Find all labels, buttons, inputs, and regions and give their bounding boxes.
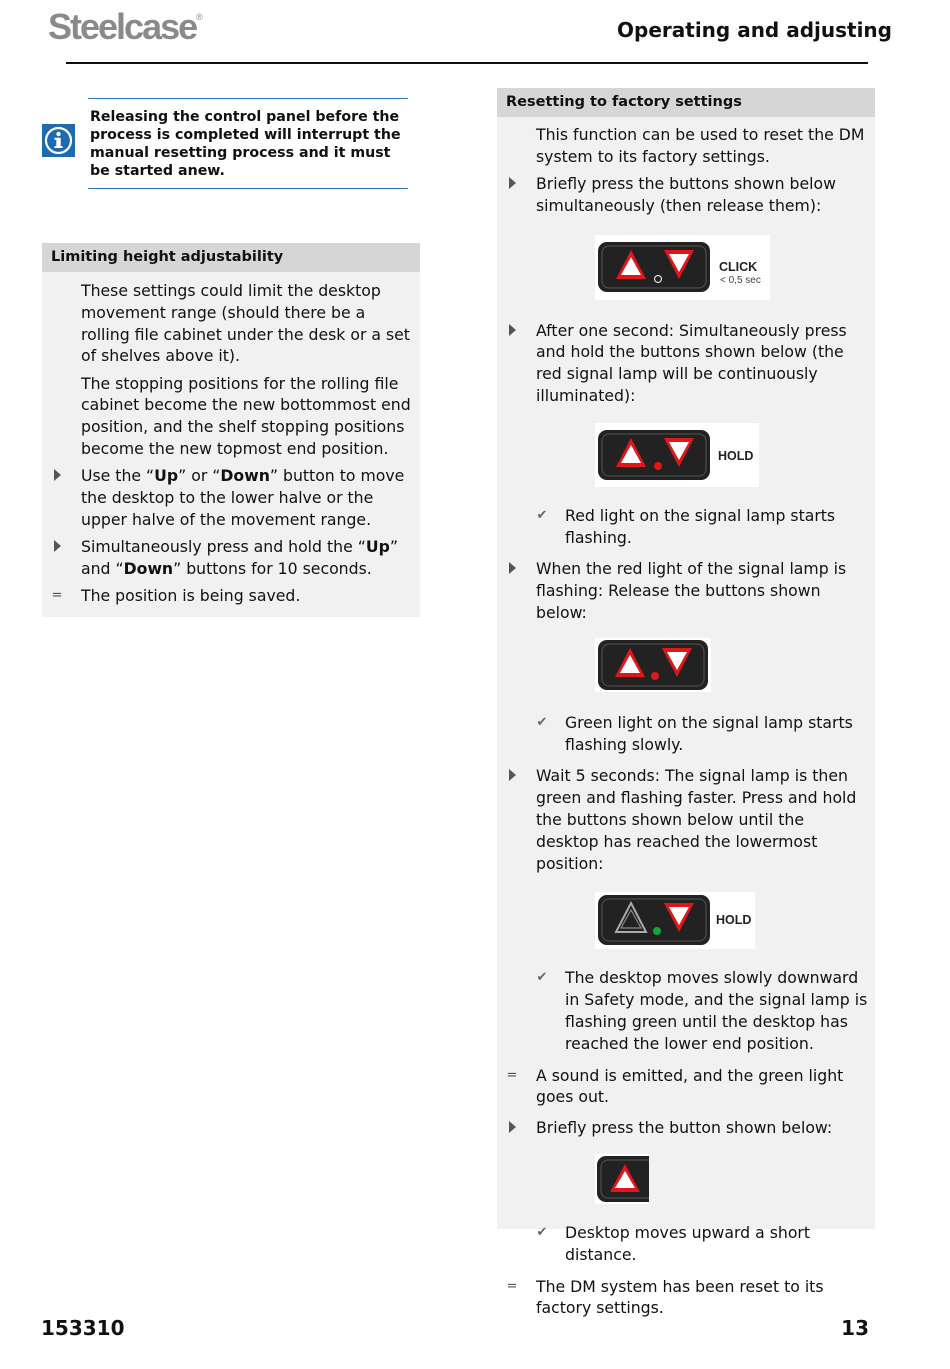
reset-check-2: ✔ Green light on the signal lamp starts flashing slowly. xyxy=(536,712,853,754)
check-icon: ✔ xyxy=(536,970,548,986)
control-panel-click-image xyxy=(595,235,869,304)
limiting-description-1: These settings could limit the desktop movement range (should there be a rolling file cabinet under the desk or a set of shelves above it). xyxy=(81,281,410,366)
check-icon: ✔ xyxy=(536,1225,548,1241)
header-divider xyxy=(66,62,868,64)
check-icon: ✔ xyxy=(536,507,548,523)
reset-step-4: Wait 5 seconds: The signal lamp is then green and flashing faster. Press and hold the buttons shown below until the desktop has reached the lowermost position: xyxy=(497,765,869,874)
reset-check-4: ✔ Desktop moves upward a short distance. xyxy=(536,1223,811,1264)
step-arrow-icon xyxy=(505,320,519,342)
hold-label: HOLD xyxy=(718,448,754,463)
page-number: 13 xyxy=(841,1316,869,1340)
check-icon: ✔ xyxy=(536,714,548,730)
document-number: 153310 xyxy=(41,1316,125,1340)
steelcase-logo xyxy=(48,6,203,48)
result-marker: = xyxy=(506,1278,518,1294)
click-duration: < 0,5 sec xyxy=(720,274,761,286)
step-arrow-icon xyxy=(505,1117,519,1139)
reset-intro: This function can be used to reset the DM system to its factory settings. xyxy=(536,125,865,166)
limiting-result: = The position is being saved. xyxy=(51,586,301,606)
reset-result-1: = A sound is emitted, and the green light goes out. xyxy=(506,1065,844,1107)
hold-label: HOLD xyxy=(716,913,752,928)
control-panel-hold-green-image xyxy=(595,892,869,953)
result-marker: = xyxy=(506,1067,518,1083)
step-arrow-icon xyxy=(505,173,519,195)
logo-text: Steelcase xyxy=(48,6,197,47)
limiting-height-heading: Limiting height adjustability xyxy=(42,243,420,272)
step-arrow-icon xyxy=(50,465,64,487)
step-arrow-icon xyxy=(505,558,519,580)
control-panel-up-button-image xyxy=(595,1154,869,1208)
reset-check-3: ✔ The desktop moves slowly downward in Safety mode, and the signal lamp is flashing green until the desktop has reached the lower end position. xyxy=(536,968,868,1053)
reset-factory-section xyxy=(497,88,875,1318)
step-arrow-icon xyxy=(50,536,64,558)
reset-factory-heading: Resetting to factory settings xyxy=(497,88,875,117)
page-title: Operating and adjusting xyxy=(617,18,892,42)
limiting-step-2: Simultaneously press and hold the “Up” and “Down” buttons for 10 seconds. xyxy=(42,536,414,580)
click-label: CLICK xyxy=(719,259,758,274)
reset-result-2: = The DM system has been reset to its factory settings. xyxy=(506,1276,824,1318)
control-panel-hold-red-image xyxy=(595,423,869,491)
reset-step-2: After one second: Simultaneously press and hold the buttons shown below (the red signal lamp will be continuously illuminated): xyxy=(497,320,869,407)
limiting-step-1: Use the “Up” or “Down” button to move the desktop to the lower halve or the upper halve of the movement range. xyxy=(42,465,414,530)
result-marker: = xyxy=(51,588,63,604)
reset-step-3: When the red light of the signal lamp is flashing: Release the buttons shown below: xyxy=(497,558,869,623)
step-arrow-icon xyxy=(505,765,519,787)
info-note-text: Releasing the control panel before the process is completed will interrupt the manual resetting process and it must be started anew. xyxy=(88,98,408,189)
reset-step-1: Briefly press the buttons shown below simultaneously (then release them): xyxy=(497,173,869,217)
control-panel-release-image xyxy=(595,638,869,696)
reset-step-5: Briefly press the button shown below: xyxy=(497,1117,869,1139)
reset-check-1: ✔ Red light on the signal lamp starts flashing. xyxy=(536,505,836,547)
logo-mark: ® xyxy=(196,12,203,22)
info-icon xyxy=(42,124,75,157)
limiting-description-2: The stopping positions for the rolling file cabinet become the new bottommost end position, and the shelf stopping positions become the new topmost end position. xyxy=(81,373,411,459)
limiting-height-section xyxy=(42,243,420,617)
